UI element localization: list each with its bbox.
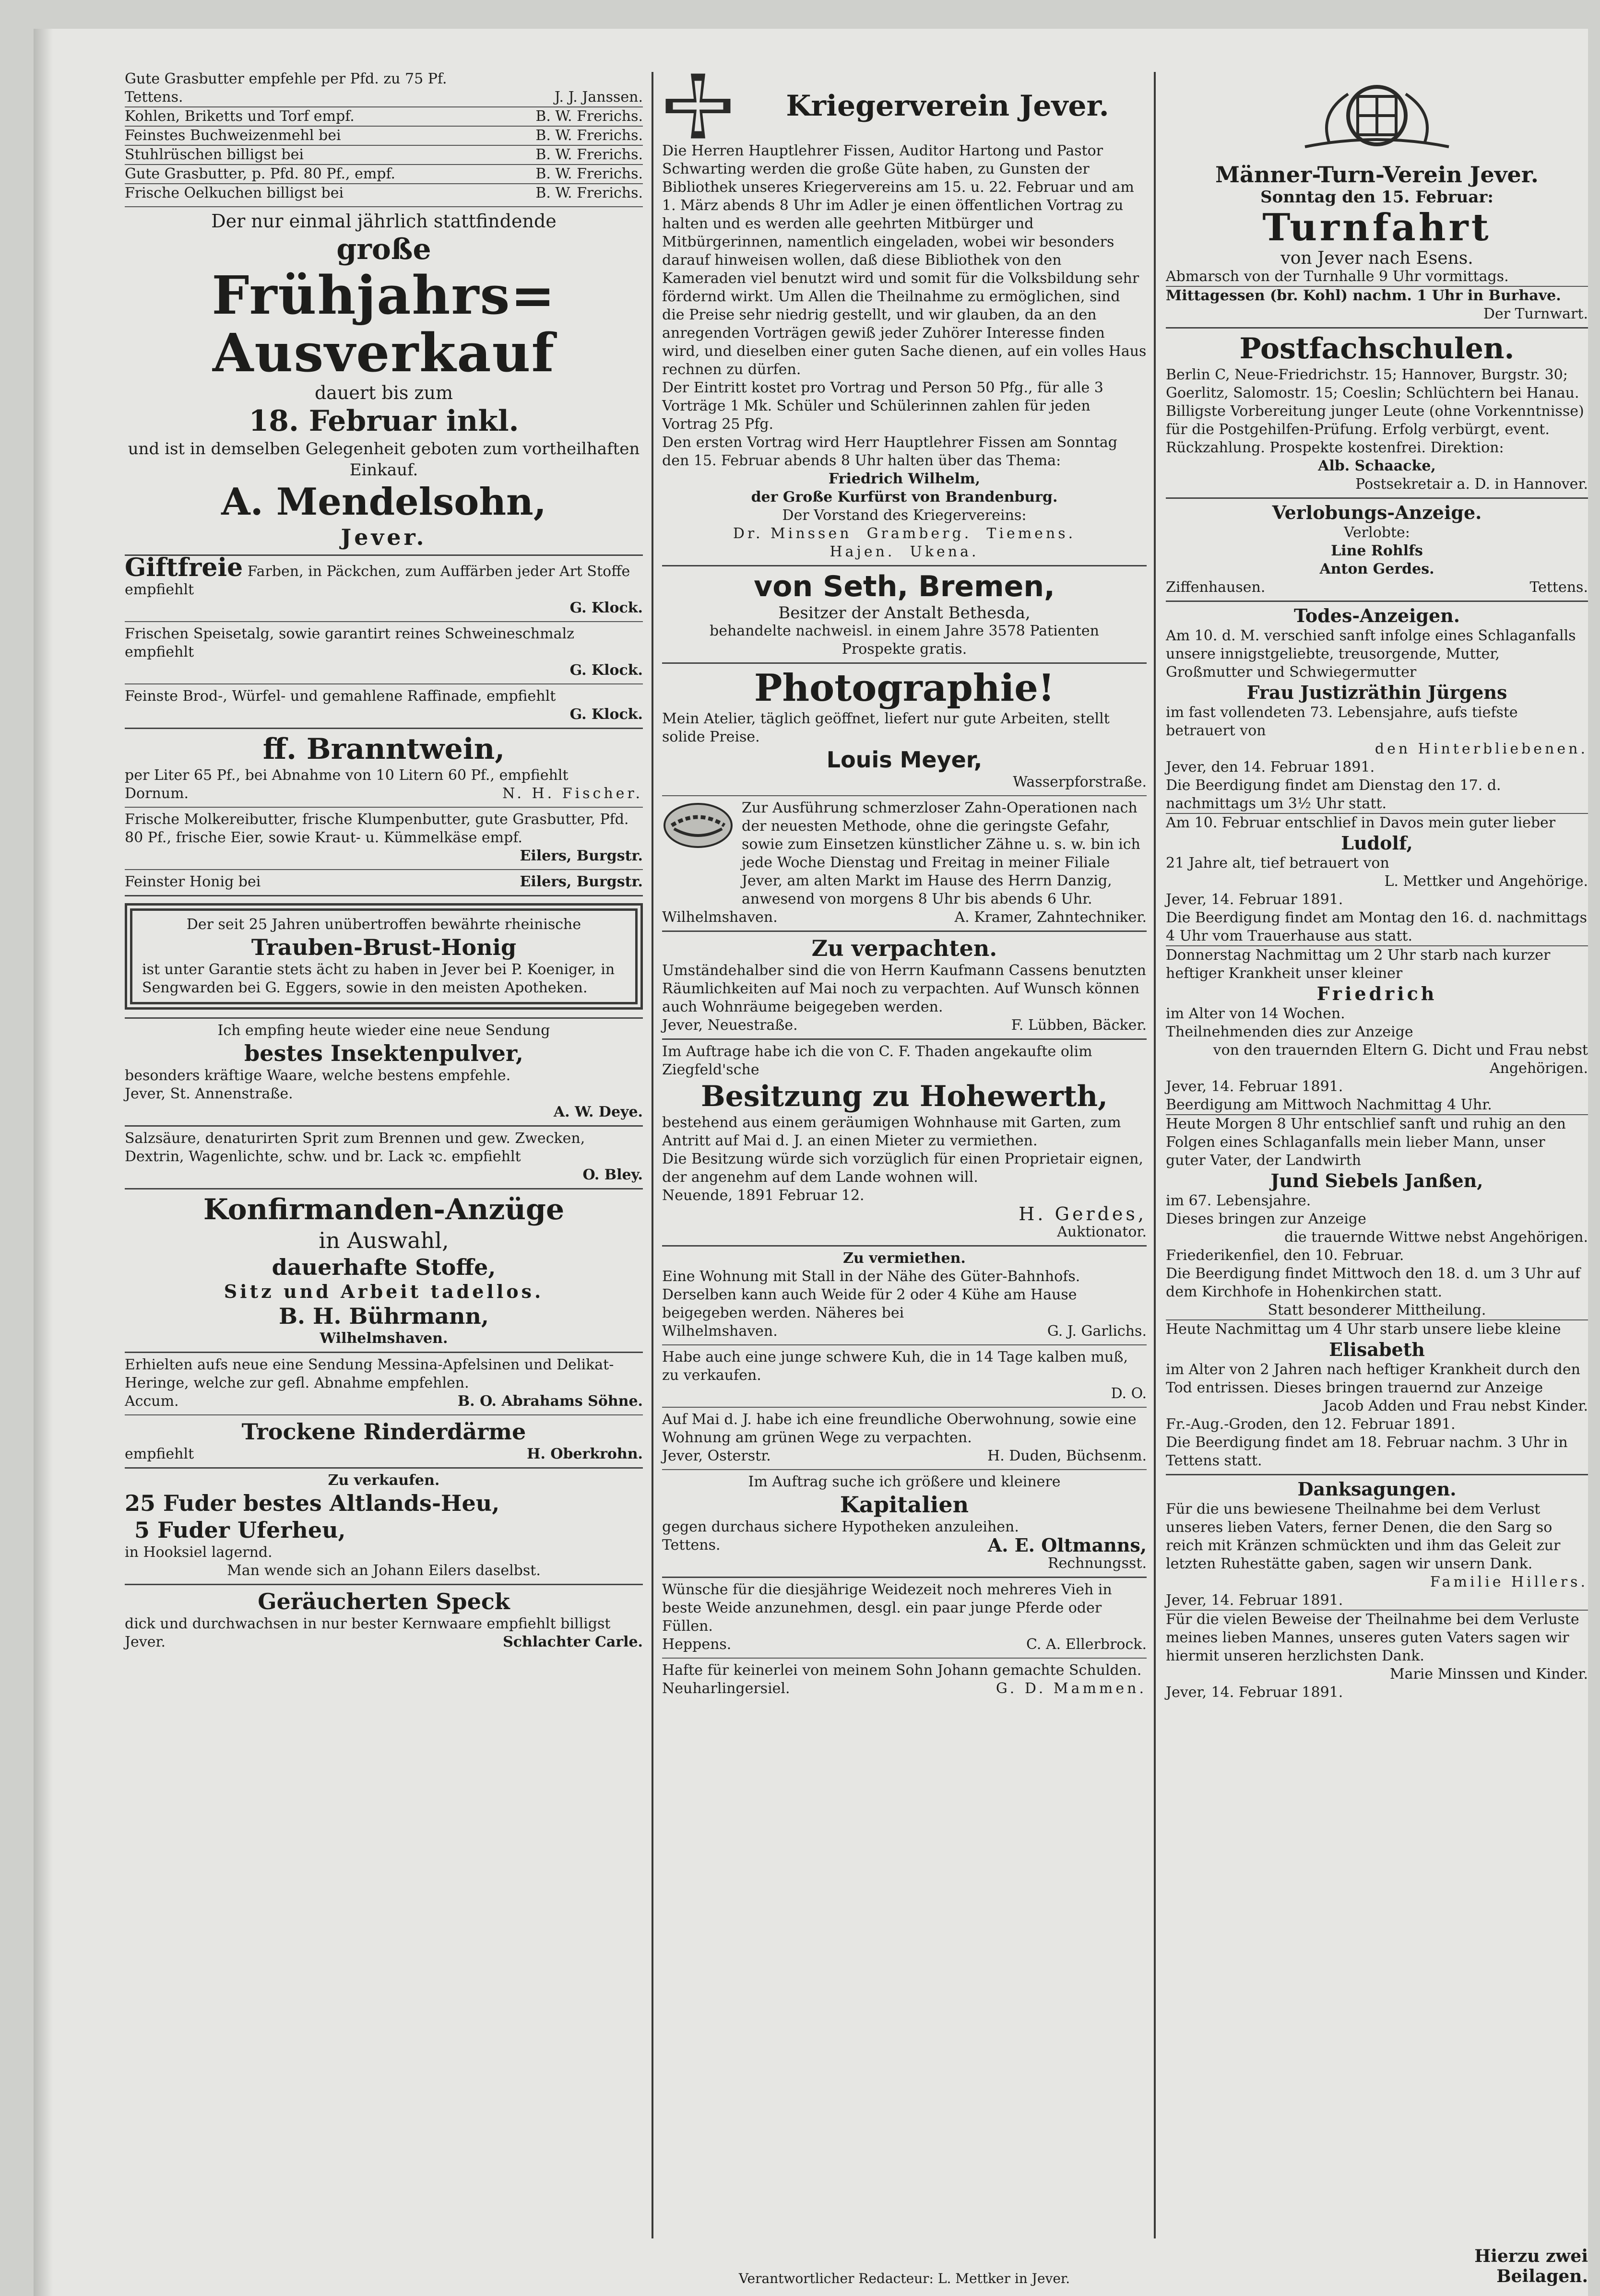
newspaper-page	[34, 29, 1593, 2296]
darm-ad	[125, 1415, 643, 1469]
turn-text: Abmarsch von der Turnhalle 9 Uhr vormittags.	[1166, 268, 1509, 285]
speck-head: Geräucherten Speck	[258, 1589, 510, 1614]
salz-sign: O. Bley.	[582, 1166, 643, 1183]
tod-a5c: Jacob Adden und Frau nebst Kinder.	[1323, 1398, 1588, 1414]
kapital-text: gegen durchaus sichere Hypotheken anzuleihen.	[662, 1519, 1019, 1535]
weide-sign: C. A. Ellerbrock.	[1026, 1636, 1147, 1653]
insekten-text: besonders kräftige Waare, welche bestens empfehle.	[125, 1067, 511, 1084]
speck-place: Jever.	[125, 1634, 166, 1650]
konfirm-sub1: in Auswahl,	[319, 1227, 449, 1253]
verlob-sub: Verlobte:	[1344, 524, 1410, 541]
tod-a3e: Jever, 14. Februar 1891.	[1166, 1078, 1343, 1095]
post-text: Berlin C, Neue-Friedrichstr. 15; Hannover, Burgstr. 30; Goerlitz, Salomostr. 15; Coeslin; Schlüchtern bei Hanau. Billigste Vorbereitung junger Leute (ohne Vorkenntnisse) für die Postgehilfen-Prüfung. Erfolg verbürgt, event. Rückzahlung. Prospekte kostenfrei. Direktion:	[1166, 366, 1589, 456]
photo-head: Photographie!	[754, 666, 1055, 710]
traube-intro: Der seit 25 Jahren unübertroffen bewährte rheinische	[186, 916, 581, 933]
krieger-text: Die Herren Hauptlehrer Fissen, Auditor Hartong und Pastor Schwarting werden die große Güte haben, zu Gunsten der Bibliothek unseres Kriegervereins am 15. u. 22. Februar und am 1. März abends 8 Uhr im Adler je einen öffentlichen Vortrag zu halten und es werden alle geehrten Mitbürger und Mitbürgerinnen, namentlich eingeladen, wobei wir besonders darauf hinweisen wollen, daß diese Bibliothek von den Kameraden viel benutzt wird und somit für die Volksbildung sehr fördernd wirkt. Um Allen die Theilnahme zu ermöglichen, sind die Preise sehr niedrig gestellt, und wir glauben, da an den anregenden Vorträgen gewiß jeder Zuhörer Interesse finden wird, und dieselben einer guten Sache dienen, auf ein volles Haus rechnen zu dürfen.	[662, 142, 1151, 378]
konfirm-ad	[125, 1189, 643, 1353]
dank-d2: Jever, 14. Februar 1891.	[1166, 1684, 1343, 1701]
seth-sub: Besitzer der Anstalt Bethesda,	[778, 603, 1031, 623]
farben-head: Giftfreie	[125, 553, 243, 582]
weide-text: Wünsche für die diesjährige Weidezeit noch mehreres Vieh in beste Weide anzunehmen, desgl. ein paar junge Pferde oder Füllen.	[662, 1581, 1117, 1635]
mammen-text: Hafte für keinerlei von meinem Sohn Johann gemachte Schulden.	[662, 1662, 1142, 1679]
ad-sign: B. W. Frerichs.	[535, 108, 643, 125]
zahn-place: Wilhelmshaven.	[662, 909, 778, 926]
molkerei-ad	[125, 808, 643, 870]
sale-big1: große	[336, 233, 431, 266]
turn-text2: Mittagessen (br. Kohl) nachm. 1 Uhr in Burhave.	[1166, 286, 1588, 305]
vermieth-head: Zu vermiethen.	[843, 1250, 966, 1267]
branntwein-sign: N. H. Fischer.	[502, 785, 643, 802]
mammen-ad	[662, 1659, 1147, 1702]
small-ads	[125, 67, 643, 207]
tod-a5b: im Alter von 2 Jahren nach heftiger Krankheit durch den Tod entrissen. Dieses bringen trauernd zur Anzeige	[1166, 1361, 1585, 1396]
krieger-board: Der Vorstand des Kriegervereins:	[782, 507, 1027, 524]
insekten-sign: A. W. Deye.	[553, 1104, 643, 1120]
hohe-sign: H. Gerdes,	[1019, 1203, 1147, 1225]
darm-head: Trockene Rinderdärme	[241, 1419, 526, 1445]
krieger-theme1: Friedrich Wilhelm,	[828, 471, 981, 487]
tod-a2: Am 10. Februar entschlief in Davos mein guter lieber	[1166, 814, 1556, 831]
photo-text: Mein Atelier, täglich geöffnet, liefert nur gute Arbeiten, stellt solide Preise.	[662, 710, 1114, 745]
ad-text: Gute Grasbutter empfehle per Pfd. zu 75 Pf.	[125, 71, 447, 87]
kapital-place: Tettens.	[662, 1537, 721, 1554]
tod-n1: Frau Justizräthin Jürgens	[1246, 682, 1507, 703]
ad-text: Frische Oelkuchen billigst bei	[125, 185, 344, 201]
branntwein-text: per Liter 65 Pf., bei Abnahme von 10 Litern 60 Pf., empfiehlt	[125, 767, 569, 784]
krieger-head: Kriegerverein Jever.	[786, 89, 1109, 123]
krieger-theme2: der Große Kurfürst von Brandenburg.	[751, 489, 1058, 506]
ad-sign: B. W. Frerichs.	[535, 165, 643, 182]
sale-lasts: dauert bis zum	[314, 382, 453, 403]
pacht-head: Zu verpachten.	[811, 935, 997, 961]
tod-a5: Heute Nachmittag um 4 Uhr starb unsere liebe kleine	[1166, 1321, 1561, 1338]
column-3	[1166, 67, 1593, 2243]
ad-sign: B. W. Frerichs.	[535, 146, 643, 163]
todes-ad	[1166, 602, 1593, 1475]
sale-ad	[125, 207, 643, 556]
dank-head: Danksagungen.	[1297, 1478, 1457, 1500]
hohe-text2: Die Besitzung würde sich vorzüglich für einen Proprietair eignen, der angenehm auf dem Lande wohnen will.	[662, 1151, 1148, 1186]
tod-a4g: Statt besonderer Mittheilung.	[1166, 1301, 1588, 1320]
salz-text: Salzsäure, denaturirten Sprit zum Brennen und gew. Zwecken, Dextrin, Wagenlichte, schw. und br. Lack ꝛc. empfiehlt	[125, 1130, 590, 1165]
speck-sign: Schlachter Carle.	[503, 1634, 643, 1650]
ad-text: Kohlen, Briketts und Torf empf.	[125, 108, 355, 125]
vermieth-text: Eine Wohnung mit Stall in der Nähe des Güter-Bahnhofs. Derselben kann auch Weide für 2 oder 4 Kühe am Hause beigegeben werden. Näheres bei	[662, 1268, 1085, 1321]
speisetalg-sign: G. Klock.	[569, 662, 643, 679]
speck-text: dick und durchwachsen in nur bester Kernwaare empfiehlt billigst	[125, 1615, 611, 1632]
molkerei-sign: Eilers, Burgstr.	[520, 848, 643, 864]
supplements-footer: Hierzu zwei Beilagen.	[1474, 2246, 1588, 2286]
seth-text2: Prospekte gratis.	[841, 641, 967, 658]
duden-text: Auf Mai d. J. habe ich eine freundliche Oberwohnung, sowie eine Wohnung am grünen Wege zu verpachten.	[662, 1411, 1141, 1446]
tod-a1e: Die Beerdigung findet am Dienstag den 17. d. nachmittags um 3½ Uhr statt.	[1166, 777, 1588, 814]
tod-a5e: Die Beerdigung findet am 18. Februar nachm. 3 Uhr in Tettens statt.	[1166, 1434, 1573, 1469]
krieger-names1: Dr. Minssen Gramberg. Tiemens.	[733, 525, 1076, 542]
farben-ad	[125, 553, 643, 622]
traube-box	[125, 903, 643, 1010]
apfel-sign: B. O. Abrahams Söhne.	[457, 1393, 643, 1410]
tod-a4d: die trauernde Wittwe nebst Angehörigen.	[1284, 1229, 1588, 1246]
seth-head: von Seth, Bremen,	[754, 570, 1055, 603]
tod-a1d: Jever, den 14. Februar 1891.	[1166, 759, 1375, 776]
hohe-date: Neuende, 1891 Februar 12.	[662, 1187, 865, 1204]
tod-a3: Donnerstag Nachmittag um 2 Uhr starb nach kurzer heftiger Krankheit unser kleiner	[1166, 947, 1555, 982]
traube-ad	[125, 896, 643, 1019]
verlob-head: Verlobungs-Anzeige.	[1272, 502, 1482, 523]
photo-street: Wasserpforstraße.	[1013, 774, 1147, 790]
konfirm-sub3: Sitz und Arbeit tadellos.	[224, 1281, 544, 1302]
tod-head: Todes-Anzeigen.	[1293, 605, 1460, 626]
duden-sign: H. Duden, Büchsenm.	[987, 1448, 1147, 1464]
dank-s2: Marie Minssen und Kinder.	[1389, 1666, 1588, 1683]
turn-big: Turnfahrt	[1262, 206, 1492, 249]
raffinade-ad	[125, 684, 643, 729]
tod-a2d: Jever, 14. Februar 1891.	[1166, 891, 1343, 908]
pacht-text: Umständehalber sind die von Herrn Kaufmann Cassens benutzten Räumlichkeiten auf Mai noch zu verpachten. Auf Wunsch können auch Wohnräume beigegeben werden.	[662, 962, 1151, 1015]
speisetalg-ad	[125, 622, 643, 684]
pacht-sign: F. Lübben, Bäcker.	[1011, 1017, 1147, 1034]
branntwein-place: Dornum.	[125, 785, 189, 802]
heu-text2: Man wende sich an Johann Eilers daselbst.	[227, 1562, 541, 1579]
sale-firm: A. Mendelsohn,	[221, 480, 546, 524]
speck-ad	[125, 1585, 643, 1655]
insekten-intro: Ich empfing heute wieder eine neue Sendung	[217, 1022, 550, 1039]
heu-text1: in Hooksiel lagernd.	[125, 1544, 273, 1561]
verlob-n1: Line Rohlfs	[1331, 542, 1423, 559]
column-2	[662, 67, 1151, 2243]
kapital-intro: Im Auftrag suche ich größere und kleinere	[748, 1473, 1061, 1490]
ad-text: Tettens.	[125, 89, 183, 106]
turn-head: Männer-Turn-Verein Jever.	[1215, 162, 1539, 188]
mammen-place: Neuharlingersiel.	[662, 1680, 790, 1697]
zahn-text: Zur Ausführung schmerzloser Zahn-Operationen nach der neuesten Methode, ohne die geringste Gefahr, sowie zum Einsetzen künstlicher Zähne u. s. w. bin ich jede Woche Dienstag und Freitag in meiner Filiale Jever, am alten Markt im Hause des Herrn Danzig, anwesend von morgens 8 Uhr bis abends 6 Uhr.	[742, 800, 1145, 907]
honig-ad	[125, 870, 643, 896]
pacht-ad	[662, 932, 1151, 1040]
heu-line1: 25 Fuder bestes Altlands-Heu,	[125, 1490, 500, 1516]
branntwein-head: ff. Branntwein,	[262, 732, 505, 766]
dank-ad	[1166, 1475, 1588, 1706]
turn-sub: von Jever nach Esens.	[1280, 248, 1473, 268]
hohe-intro: Im Auftrage habe ich die von C. F. Thaden angekaufte olim Ziegfeld'sche	[662, 1043, 1097, 1078]
insekten-place: Jever, St. Annenstraße.	[125, 1085, 293, 1102]
tod-a1: Am 10. d. M. verschied sanft infolge eines Schlaganfalls unsere innigstgeliebte, treusorgende, Mutter, Großmutter und Schwiegermutter	[1166, 627, 1581, 681]
verlob-p1: Ziffenhausen.	[1166, 579, 1266, 596]
duden-ad	[662, 1408, 1147, 1470]
zahn-ad	[662, 796, 1147, 932]
hohe-text: bestehend aus einem geräumigen Wohnhause mit Garten, zum Antritt auf Mai d. J. an einen Mieter zu vermiethen.	[662, 1114, 1126, 1149]
ad-sign: B. W. Frerichs.	[535, 127, 643, 144]
column-1	[125, 67, 643, 2243]
krieger-text3: Den ersten Vortrag wird Herr Hauptlehrer Fissen am Sonntag den 15. Februar abends 8 Uhr halten über das Thema:	[662, 434, 1122, 469]
zahn-sign: A. Kramer, Zahntechniker.	[954, 909, 1147, 926]
sale-place: Jever.	[341, 524, 427, 550]
vermieth-sign: G. J. Garlichs.	[1047, 1323, 1147, 1340]
seth-ad	[662, 566, 1147, 664]
apfel-text: Erhielten aufs neue eine Sendung Messina-Apfelsinen und Delikat-Heringe, welche zur gefl. Abnahme empfehlen.	[125, 1356, 614, 1391]
vermieth-place: Wilhelmshaven.	[662, 1323, 778, 1340]
kapital-head: Kapitalien	[840, 1492, 969, 1518]
tod-a2c: L. Mettker und Angehörige.	[1384, 873, 1588, 890]
tod-a3f: Beerdigung am Mittwoch Nachmittag 4 Uhr.	[1166, 1096, 1588, 1115]
raffinade-sign: G. Klock.	[569, 706, 643, 723]
tod-a4c: Dieses bringen zur Anzeige	[1166, 1211, 1366, 1227]
pacht-place: Jever, Neuestraße.	[662, 1017, 798, 1034]
heu-head: Zu verkaufen.	[328, 1472, 440, 1489]
konfirm-place: Wilhelmshaven.	[320, 1330, 448, 1347]
tod-n3: Friedrich	[1316, 983, 1437, 1004]
post-name: Alb. Schaacke,	[1318, 458, 1436, 474]
apfel-place: Accum.	[125, 1393, 179, 1410]
kapital-ad	[662, 1470, 1147, 1578]
kuh-text: Habe auch eine junge schwere Kuh, die in 14 Tage kalben muß, zu verkaufen.	[662, 1349, 1133, 1384]
verlob-n2: Anton Gerdes.	[1319, 561, 1434, 577]
krieger-text2: Der Eintritt kostet pro Vortrag und Person 50 Pfg., für alle 3 Vorträge 1 Mk. Schüler und Schülerinnen zahlen für jeden Vortrag 25 Pfg.	[662, 379, 1108, 433]
traube-text: ist unter Garantie stets ächt zu haben in Jever bei P. Koeniger, in Sengwarden bei G. Eggers, sowie in den meisten Apotheken.	[142, 961, 619, 996]
salz-ad	[125, 1127, 643, 1189]
ad-text: Gute Grasbutter, p. Pfd. 80 Pf., empf.	[125, 165, 396, 182]
turn-sign: Der Turnwart.	[1483, 306, 1588, 322]
dentures-icon	[662, 799, 734, 852]
weide-ad	[662, 1578, 1147, 1659]
mammen-sign: G. D. Mammen.	[996, 1680, 1147, 1697]
heu-line2: 5 Fuder Uferheu,	[134, 1517, 346, 1543]
tod-a5d: Fr.-Aug.-Groden, den 12. Februar 1891.	[1166, 1416, 1456, 1433]
kuh-sign: D. O.	[1111, 1385, 1147, 1402]
sale-big3: Ausverkauf	[213, 322, 555, 384]
post-ad	[1166, 329, 1588, 499]
column-rule-1	[652, 72, 653, 2238]
tod-a4b: im 67. Lebensjahre.	[1166, 1192, 1311, 1209]
tod-n2: Ludolf,	[1341, 832, 1413, 854]
tod-a4f: Die Beerdigung findet Mittwoch den 18. d. um 3 Uhr auf dem Kirchhofe in Hohenkirchen statt.	[1166, 1265, 1585, 1300]
krieger-names2: Hajen. Ukena.	[830, 543, 979, 560]
apfel-ad	[125, 1353, 643, 1415]
tod-a3d: von den trauernden Eltern G. Dicht und Frau nebst Angehörigen.	[1213, 1042, 1593, 1077]
darm-text: empfiehlt	[125, 1446, 194, 1462]
farben-sign: G. Klock.	[569, 600, 643, 616]
farben-text: Farben, in Päckchen, zum Auffärben jeder Art Stoffe empfiehlt	[125, 563, 635, 598]
ad-sign: B. W. Frerichs.	[535, 185, 643, 201]
iron-cross-icon	[662, 70, 734, 142]
konfirm-sub2: dauerhafte Stoffe,	[272, 1254, 496, 1280]
konfirm-head: Konfirmanden-Anzüge	[203, 1193, 565, 1226]
heu-ad	[125, 1469, 643, 1585]
tod-a2e: Die Beerdigung findet am Montag den 16. d. nachmittags 4 Uhr vom Trauerhause aus statt.	[1166, 909, 1588, 946]
post-role: Postsekretair a. D. in Hannover.	[1355, 476, 1588, 493]
tod-a3c: Theilnehmenden dies zur Anzeige	[1166, 1024, 1413, 1040]
post-head: Postfachschulen.	[1239, 332, 1515, 365]
dank-d1: Jever, 14. Februar 1891.	[1166, 1591, 1588, 1611]
konfirm-firm: B. H. Bührmann,	[279, 1303, 489, 1329]
tod-a3b: im Alter von 14 Wochen.	[1166, 1005, 1345, 1022]
tod-a1b: im fast vollendeten 73. Lebensjahre, aufs tiefste betrauert von	[1166, 704, 1523, 739]
branntwein-ad	[125, 729, 643, 808]
dank-s1: Familie Hillers.	[1430, 1574, 1588, 1590]
krieger-ad	[662, 67, 1151, 566]
insekten-head: bestes Insektenpulver,	[244, 1040, 523, 1066]
turner-emblem-icon	[1300, 75, 1454, 161]
insekten-ad	[125, 1019, 643, 1127]
kapital-sign: A. E. Oltmanns,	[987, 1534, 1147, 1556]
ad-text: Feinstes Buchweizenmehl bei	[125, 127, 341, 144]
kapital-role: Rechnungsst.	[1047, 1555, 1147, 1572]
tod-a2b: 21 Jahre alt, tief betrauert von	[1166, 855, 1389, 871]
column-rule-2	[1154, 72, 1156, 2238]
verlobung-ad	[1166, 499, 1588, 602]
tod-a4: Heute Morgen 8 Uhr entschlief sanft und ruhig an den Folgen eines Schlaganfalls mein lieber Mann, unser guter Vater, der Landwirth	[1166, 1116, 1571, 1169]
tod-n5: Elisabeth	[1329, 1339, 1425, 1360]
honig-text: Feinster Honig bei	[125, 873, 261, 890]
ad-sign: J. J. Janssen.	[554, 89, 643, 106]
ad-text: Stuhlrüschen billigst bei	[125, 146, 304, 163]
seth-text: behandelte nachweisl. in einem Jahre 3578 Patienten	[710, 623, 1099, 639]
photo-ad	[662, 664, 1147, 796]
photo-name: Louis Meyer,	[826, 747, 983, 773]
kuh-ad	[662, 1345, 1147, 1408]
raffinade-text: Feinste Brod-, Würfel- und gemahlene Raffinade, empfiehlt	[125, 688, 556, 705]
sale-date: 18. Februar inkl.	[249, 404, 519, 438]
hohe-role: Auktionator.	[1057, 1224, 1147, 1240]
vermieth-ad	[662, 1247, 1147, 1345]
editor-footer: Verantwortlicher Redacteur: L. Mettker in Jever.	[738, 2271, 1070, 2286]
speisetalg-text: Frischen Speisetalg, sowie garantirt reines Schweineschmalz empfiehlt	[125, 625, 579, 660]
sale-intro: Der nur einmal jährlich stattfindende	[211, 211, 557, 232]
tod-a4e: Friederikenfiel, den 10. Februar.	[1166, 1247, 1404, 1264]
dank-t2: Für die vielen Beweise der Theilnahme bei dem Verluste meines lieben Mannes, unseres guten Vaters sagen wir hiermit unseren herzlichsten Dank.	[1166, 1611, 1584, 1664]
sale-text: und ist in demselben Gelegenheit geboten zum vortheilhaften Einkauf.	[128, 439, 645, 480]
turn-date: Sonntag den 15. Februar:	[1260, 188, 1493, 207]
molkerei-text: Frische Molkereibutter, frische Klumpenbutter, gute Grasbutter, Pfd. 80 Pf., frische Eier, sowie Kraut- u. Kümmelkäse empf.	[125, 811, 634, 846]
weide-place: Heppens.	[662, 1636, 732, 1653]
verlob-p2: Tettens.	[1529, 579, 1588, 596]
hohe-head: Besitzung zu Hohewerth,	[700, 1080, 1108, 1113]
honig-sign: Eilers, Burgstr.	[520, 873, 643, 890]
sale-big2: Frühjahrs=	[212, 264, 556, 326]
darm-sign: H. Oberkrohn.	[527, 1446, 643, 1462]
hohewerth-ad	[662, 1040, 1147, 1247]
traube-head: Trauben-Brust-Honig	[251, 934, 517, 960]
turn-ad	[1166, 67, 1588, 329]
tod-n4: Jund Siebels Janßen,	[1270, 1170, 1483, 1191]
duden-place: Jever, Osterstr.	[662, 1448, 771, 1464]
dank-t1: Für die uns bewiesene Theilnahme bei dem Verlust unseres lieben Vaters, ferner Denen, die den Sarg so reich mit Kränzen schmückten und ihm das Geleit zur letzten Ruhestätte gaben, sagen wir unsern Dank.	[1166, 1501, 1565, 1572]
tod-a1c: den Hinterbliebenen.	[1375, 741, 1588, 757]
